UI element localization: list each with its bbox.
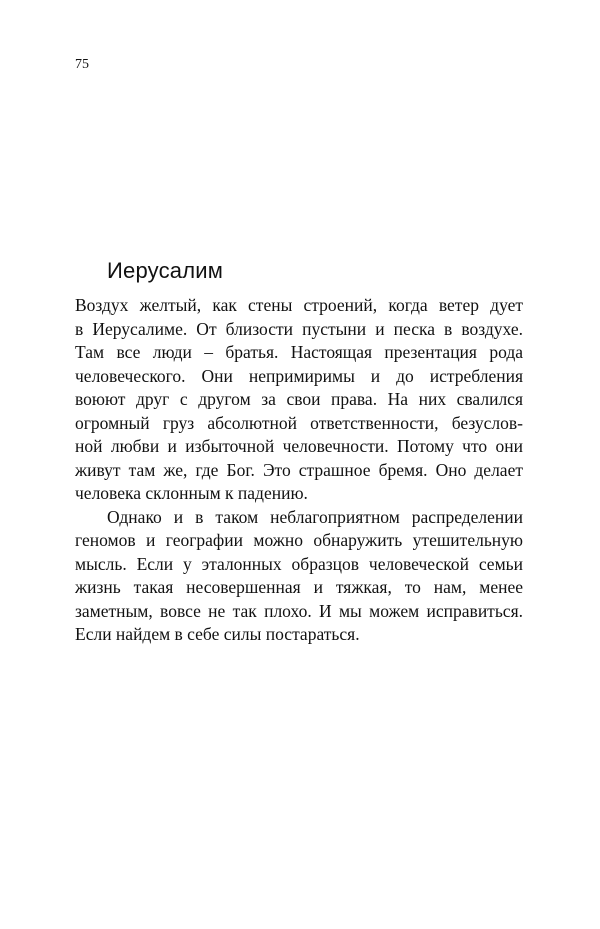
text-line: Однако и в таком неблагоприятном распределении (107, 506, 523, 527)
text-line: человеческого. Они непримиримы и до истребления (75, 365, 523, 386)
chapter-title: Иерусалим (107, 258, 224, 283)
paragraph-2 (75, 506, 523, 647)
paragraph-1 (75, 294, 523, 506)
text-line: ной любви и избыточной человечности. Потому что они (75, 436, 523, 456)
text-line: геномов и географии можно обнаружить утешительную (75, 530, 523, 550)
text-line: жизнь такая несовершенная и тяжкая, то нам, менее (75, 577, 523, 597)
page-number: 75 (75, 57, 89, 72)
body-text (75, 294, 523, 647)
text-line: мысль. Если у эталонных образцов человеческой семьи (75, 553, 523, 574)
text-line: Там все люди – братья. Настоящая презентация рода (75, 342, 523, 362)
text-line: заметным, вовсе не так плохо. И мы можем исправиться. (75, 600, 523, 621)
text-line: воюют друг с другом за свои права. На них свалился (75, 389, 523, 409)
text-line: человека склонным к падению. (75, 483, 308, 503)
text-line: в Иерусалиме. От близости пустыни и песка в воздухе. (75, 318, 523, 339)
text-line: Воздух желтый, как стены строений, когда ветер дует (75, 295, 523, 315)
text-line: живут там же, где Бог. Это страшное бремя. Оно делает (75, 459, 523, 480)
text-line: Если найдем в себе силы постараться. (75, 624, 360, 644)
text-line: огромный груз абсолютной ответственности, безуслов- (75, 412, 523, 433)
